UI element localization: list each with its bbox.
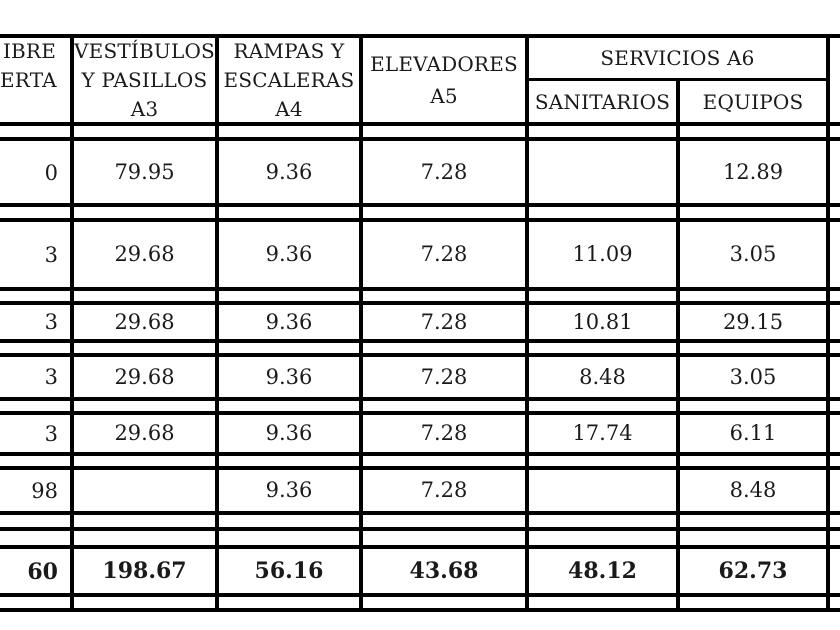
cell-elevadores: 7.28 <box>420 421 468 445</box>
header-line: A3 <box>130 97 159 121</box>
header-line: A5 <box>430 84 458 108</box>
header-line: SANITARIOS <box>534 89 671 114</box>
header-servicios <box>529 38 826 78</box>
header-line: ESCALERAS <box>223 68 355 92</box>
cell-equipos: 29.15 <box>722 309 784 334</box>
rule <box>0 397 840 401</box>
rule <box>0 122 840 126</box>
cell-sanitarios: 17.74 <box>572 421 633 445</box>
cell-edge: 98 <box>31 479 58 503</box>
cell-sanitarios <box>529 470 676 511</box>
cell-elevadores: 7.28 <box>420 159 468 184</box>
cell-equipos: 12.89 <box>722 159 784 184</box>
rule <box>0 511 840 515</box>
header-vestibulos <box>74 37 215 122</box>
rule <box>0 452 840 456</box>
rule <box>0 527 840 531</box>
total-vestibulos: 198.67 <box>102 558 187 584</box>
cell-vestibulos: 29.68 <box>114 364 175 389</box>
header-line: VESTÍBULOS <box>74 39 215 63</box>
cell-equipos: 6.11 <box>729 421 777 445</box>
cell-rampas: 9.36 <box>265 159 313 184</box>
header-line: ELEVADORES <box>370 52 518 76</box>
cell-edge: 3 <box>44 243 58 267</box>
rule <box>0 287 840 291</box>
cell-rampas: 9.36 <box>265 242 313 266</box>
cell-vestibulos: 29.68 <box>114 309 175 334</box>
cell-vestibulos: 29.68 <box>114 421 175 445</box>
cell-vestibulos <box>74 470 215 511</box>
cell-equipos: 3.05 <box>729 242 777 266</box>
header-line: ERTA <box>0 68 57 92</box>
total-elevadores: 43.68 <box>409 558 479 584</box>
header-line: RAMPAS Y <box>233 39 345 63</box>
cell-equipos: 8.48 <box>729 478 777 502</box>
total-edge: 60 <box>27 559 58 585</box>
cell-rampas: 9.36 <box>265 421 313 445</box>
header-line: A4 <box>275 97 303 121</box>
rule <box>0 339 840 343</box>
rule <box>0 593 840 597</box>
total-equipos: 62.73 <box>718 558 788 584</box>
cell-rampas: 9.36 <box>265 478 313 502</box>
cell-elevadores: 7.28 <box>420 242 468 266</box>
cell-elevadores: 7.28 <box>420 478 468 502</box>
header-equipos <box>680 81 826 122</box>
header-rampas <box>219 37 359 122</box>
rule <box>826 34 830 612</box>
cell-edge: 0 <box>44 161 58 185</box>
header-sanitarios <box>529 81 676 122</box>
cell-edge: 3 <box>44 422 58 446</box>
cell-edge: 3 <box>44 310 58 334</box>
rule <box>0 608 840 612</box>
header-line: EQUIPOS <box>702 89 804 114</box>
cell-edge: 3 <box>44 365 58 389</box>
cell-vestibulos: 79.95 <box>114 159 175 184</box>
cell-elevadores: 7.28 <box>420 364 468 389</box>
total-rampas: 56.16 <box>254 558 324 584</box>
header-line: Y PASILLOS <box>81 68 208 92</box>
header-line: IBRE <box>2 39 56 63</box>
cell-sanitarios: 10.81 <box>572 309 633 334</box>
cell-sanitarios <box>529 141 676 203</box>
total-sanitarios: 48.12 <box>568 558 637 584</box>
cell-sanitarios: 11.09 <box>572 242 633 266</box>
cell-rampas: 9.36 <box>265 364 313 389</box>
header-elevadores <box>363 38 525 122</box>
cell-rampas: 9.36 <box>265 309 313 334</box>
cell-sanitarios: 8.48 <box>579 364 626 389</box>
rule <box>0 203 840 207</box>
cell-vestibulos: 29.68 <box>114 242 175 266</box>
header-col0 <box>0 37 70 95</box>
header-line: SERVICIOS A6 <box>600 46 755 70</box>
cell-equipos: 3.05 <box>729 364 777 389</box>
cell-elevadores: 7.28 <box>420 309 468 334</box>
